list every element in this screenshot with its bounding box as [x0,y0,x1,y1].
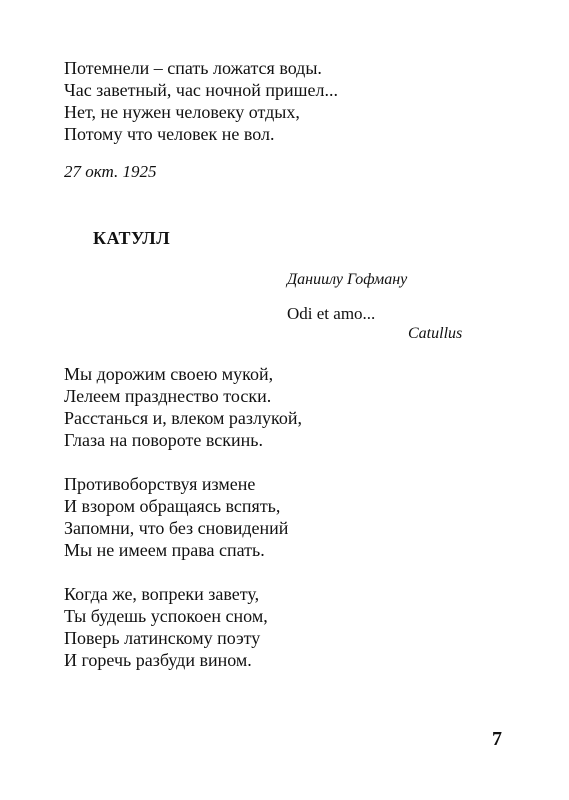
poem-line: Запомни, что без сновидений [64,518,289,538]
poem-stanza-2 [64,473,288,561]
poem-stanza-3 [64,583,268,671]
poem-date: 27 окт. 1925 [64,162,157,181]
epigraph-text: Odi et amo... [287,304,376,323]
poem-line: И взором обращаясь вспять, [64,496,281,516]
poem-line: Мы дорожим своею мукой, [64,364,274,384]
poem-stanza-1 [64,363,302,451]
epigraph-author: Catullus [408,325,463,342]
poem-line: Мы не имеем права спать. [64,540,265,560]
poem-line: И горечь разбуди вином. [64,650,252,670]
poem-line: Лелеем празднество тоски. [64,386,272,406]
previous-poem-stanza [64,57,338,145]
page-number: 7 [492,728,502,750]
poem-line: Противоборствуя измене [64,474,256,494]
poem-line: Глаза на повороте вскинь. [64,430,263,450]
poem-line: Поверь латинскому поэту [64,628,261,648]
poem-dedication: Даниилу Гофману [287,271,408,288]
poem-line: Расстанься и, влеком разлукой, [64,408,302,428]
poem-line: Потемнели – спать ложатся воды. [64,58,322,78]
poem-line: Потому что человек не вол. [64,124,275,144]
poem-title: КАТУЛЛ [93,228,171,248]
poem-line: Час заветный, час ночной пришел... [64,80,338,100]
poem-line: Ты будешь успокоен сном, [64,606,268,626]
poem-line: Когда же, вопреки завету, [64,584,260,604]
poem-line: Нет, не нужен человеку отдых, [64,102,300,122]
